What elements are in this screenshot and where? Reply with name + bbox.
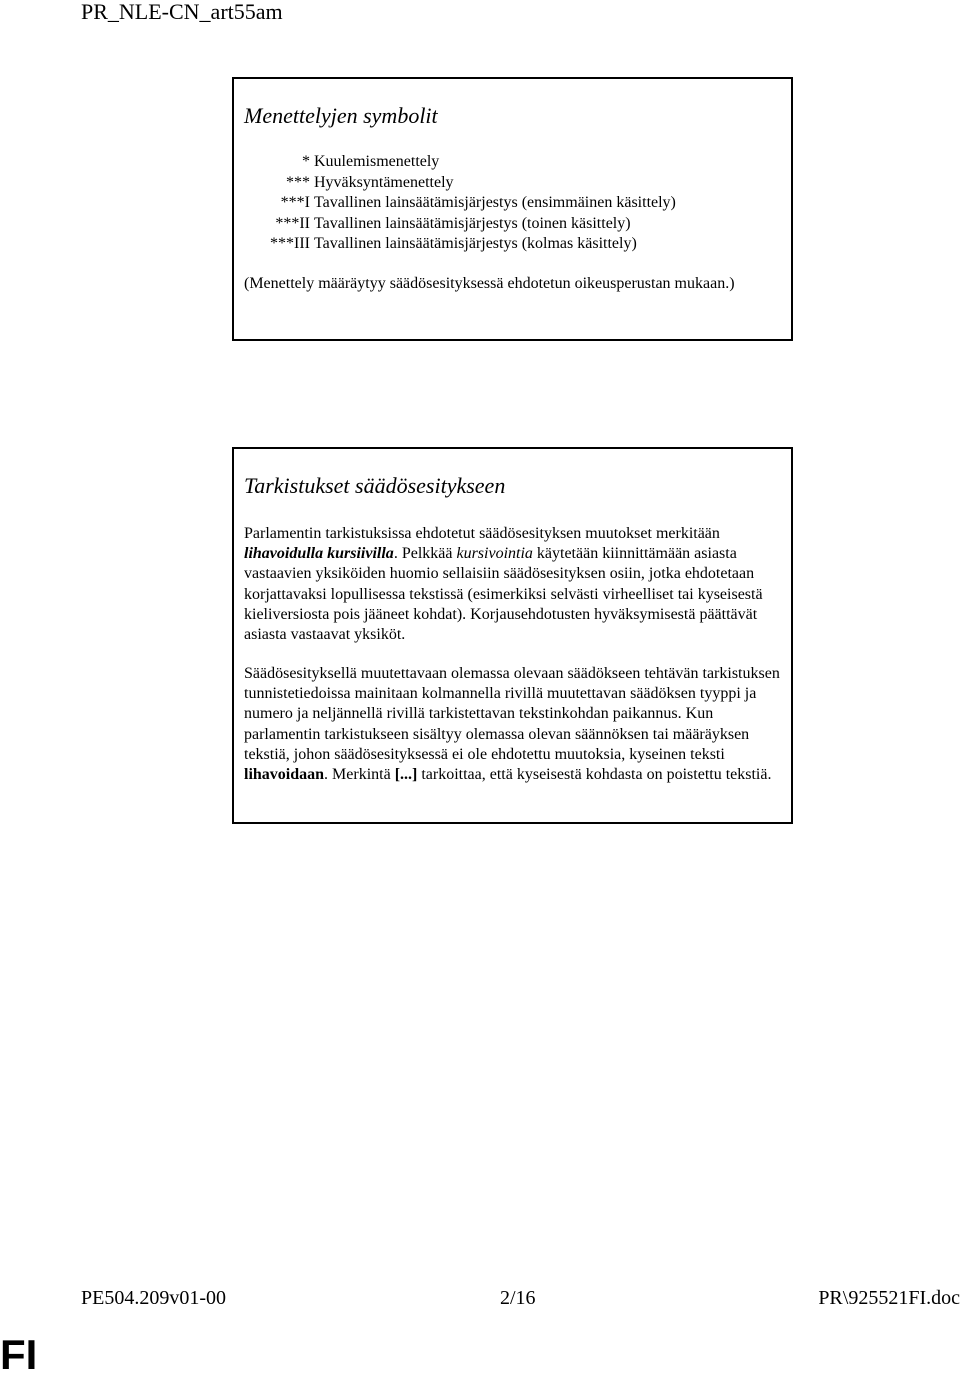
symbol-description: Tavallinen lainsäätämisjärjestys (ensimmäinen käsittely) (314, 194, 676, 211)
text-span: tarkoittaa, että kyseisestä kohdasta on poistettu tekstiä. (417, 766, 772, 784)
bold-term: lihavoidaan (244, 766, 325, 784)
amendments-title: Tarkistukset säädösesitykseen (244, 473, 506, 498)
footer-page-number: 2/16 (500, 1287, 536, 1309)
symbol-description: Hyväksyntämenettely (314, 173, 454, 191)
symbol-row (234, 214, 791, 235)
symbol-row (234, 173, 791, 194)
symbol-row (234, 234, 791, 255)
symbol-code: * (302, 153, 310, 170)
symbol-row (234, 193, 791, 214)
footer-document-reference: PE504.209v01-00 (81, 1287, 226, 1309)
symbol-description: Tavallinen lainsäätämisjärjestys (kolmas käsittely) (314, 235, 637, 252)
text-span: käytetään kiinnittämään asiasta vastaavien yksiköiden huomio sellaisiin säädösesityksen osiin, jotka ehdotetaan korjattavaksi lopullisessa tekstissä (esimerkiksi selvästi virheelliset tai kyseisestä kieliversiosta pois jääneet kohdat). Korjausehdotusten hyväksymisestä päättävät asiasta vastaavat yksiköt. (244, 545, 763, 644)
symbol-description: Kuulemismenettely (314, 153, 440, 170)
bold-marker: [...] (394, 766, 418, 784)
footer-file-name: PR\925521FI.doc (818, 1287, 960, 1309)
symbol-description: Tavallinen lainsäätämisjärjestys (toinen käsittely) (314, 214, 631, 232)
procedure-note: (Menettely määräytyy säädösesityksessä ehdotetun oikeusperustan mukaan.) (244, 275, 735, 292)
text-span: Parlamentin tarkistuksissa ehdotetut säädösesityksen muutokset merkitään (244, 525, 720, 542)
symbol-code: ***III (270, 235, 310, 252)
bold-italic-term: lihavoidulla kursiivilla (244, 545, 394, 563)
amendments-paragraph-2 (244, 664, 789, 785)
symbol-code: ***II (275, 214, 310, 232)
document-code-header: PR_NLE-CN_art55am (81, 0, 283, 24)
symbols-list (234, 152, 791, 255)
language-tag: FI (0, 1331, 38, 1378)
symbol-row (234, 152, 791, 173)
text-span: Säädösesityksellä muutettavaan olemassa olevaan säädökseen tehtävän tarkistuksen tunnistetiedoissa mainitaan kolmannella rivillä muutettavan säädöksen tyyppi ja numero ja neljännellä rivillä tarkistettavan tekstinkohdan paikannus. Kun parlamentin tarkistukseen sisältyy olemassa olevan säännöksen tai määräyksen tekstiä, johon säädösesityksessä ei ole ehdotettu muutoksia, kyseinen teksti (244, 665, 780, 763)
text-span: . Merkintä (324, 766, 395, 784)
symbol-code: *** (286, 173, 310, 191)
amendments-box (232, 447, 793, 824)
amendments-paragraph-1 (244, 524, 789, 645)
procedure-symbols-title: Menettelyjen symbolit (244, 103, 438, 128)
procedure-symbols-box (232, 77, 793, 341)
symbol-code: ***I (280, 194, 310, 211)
text-span: . Pelkkää (393, 545, 457, 563)
italic-term: kursivointia (456, 545, 533, 563)
